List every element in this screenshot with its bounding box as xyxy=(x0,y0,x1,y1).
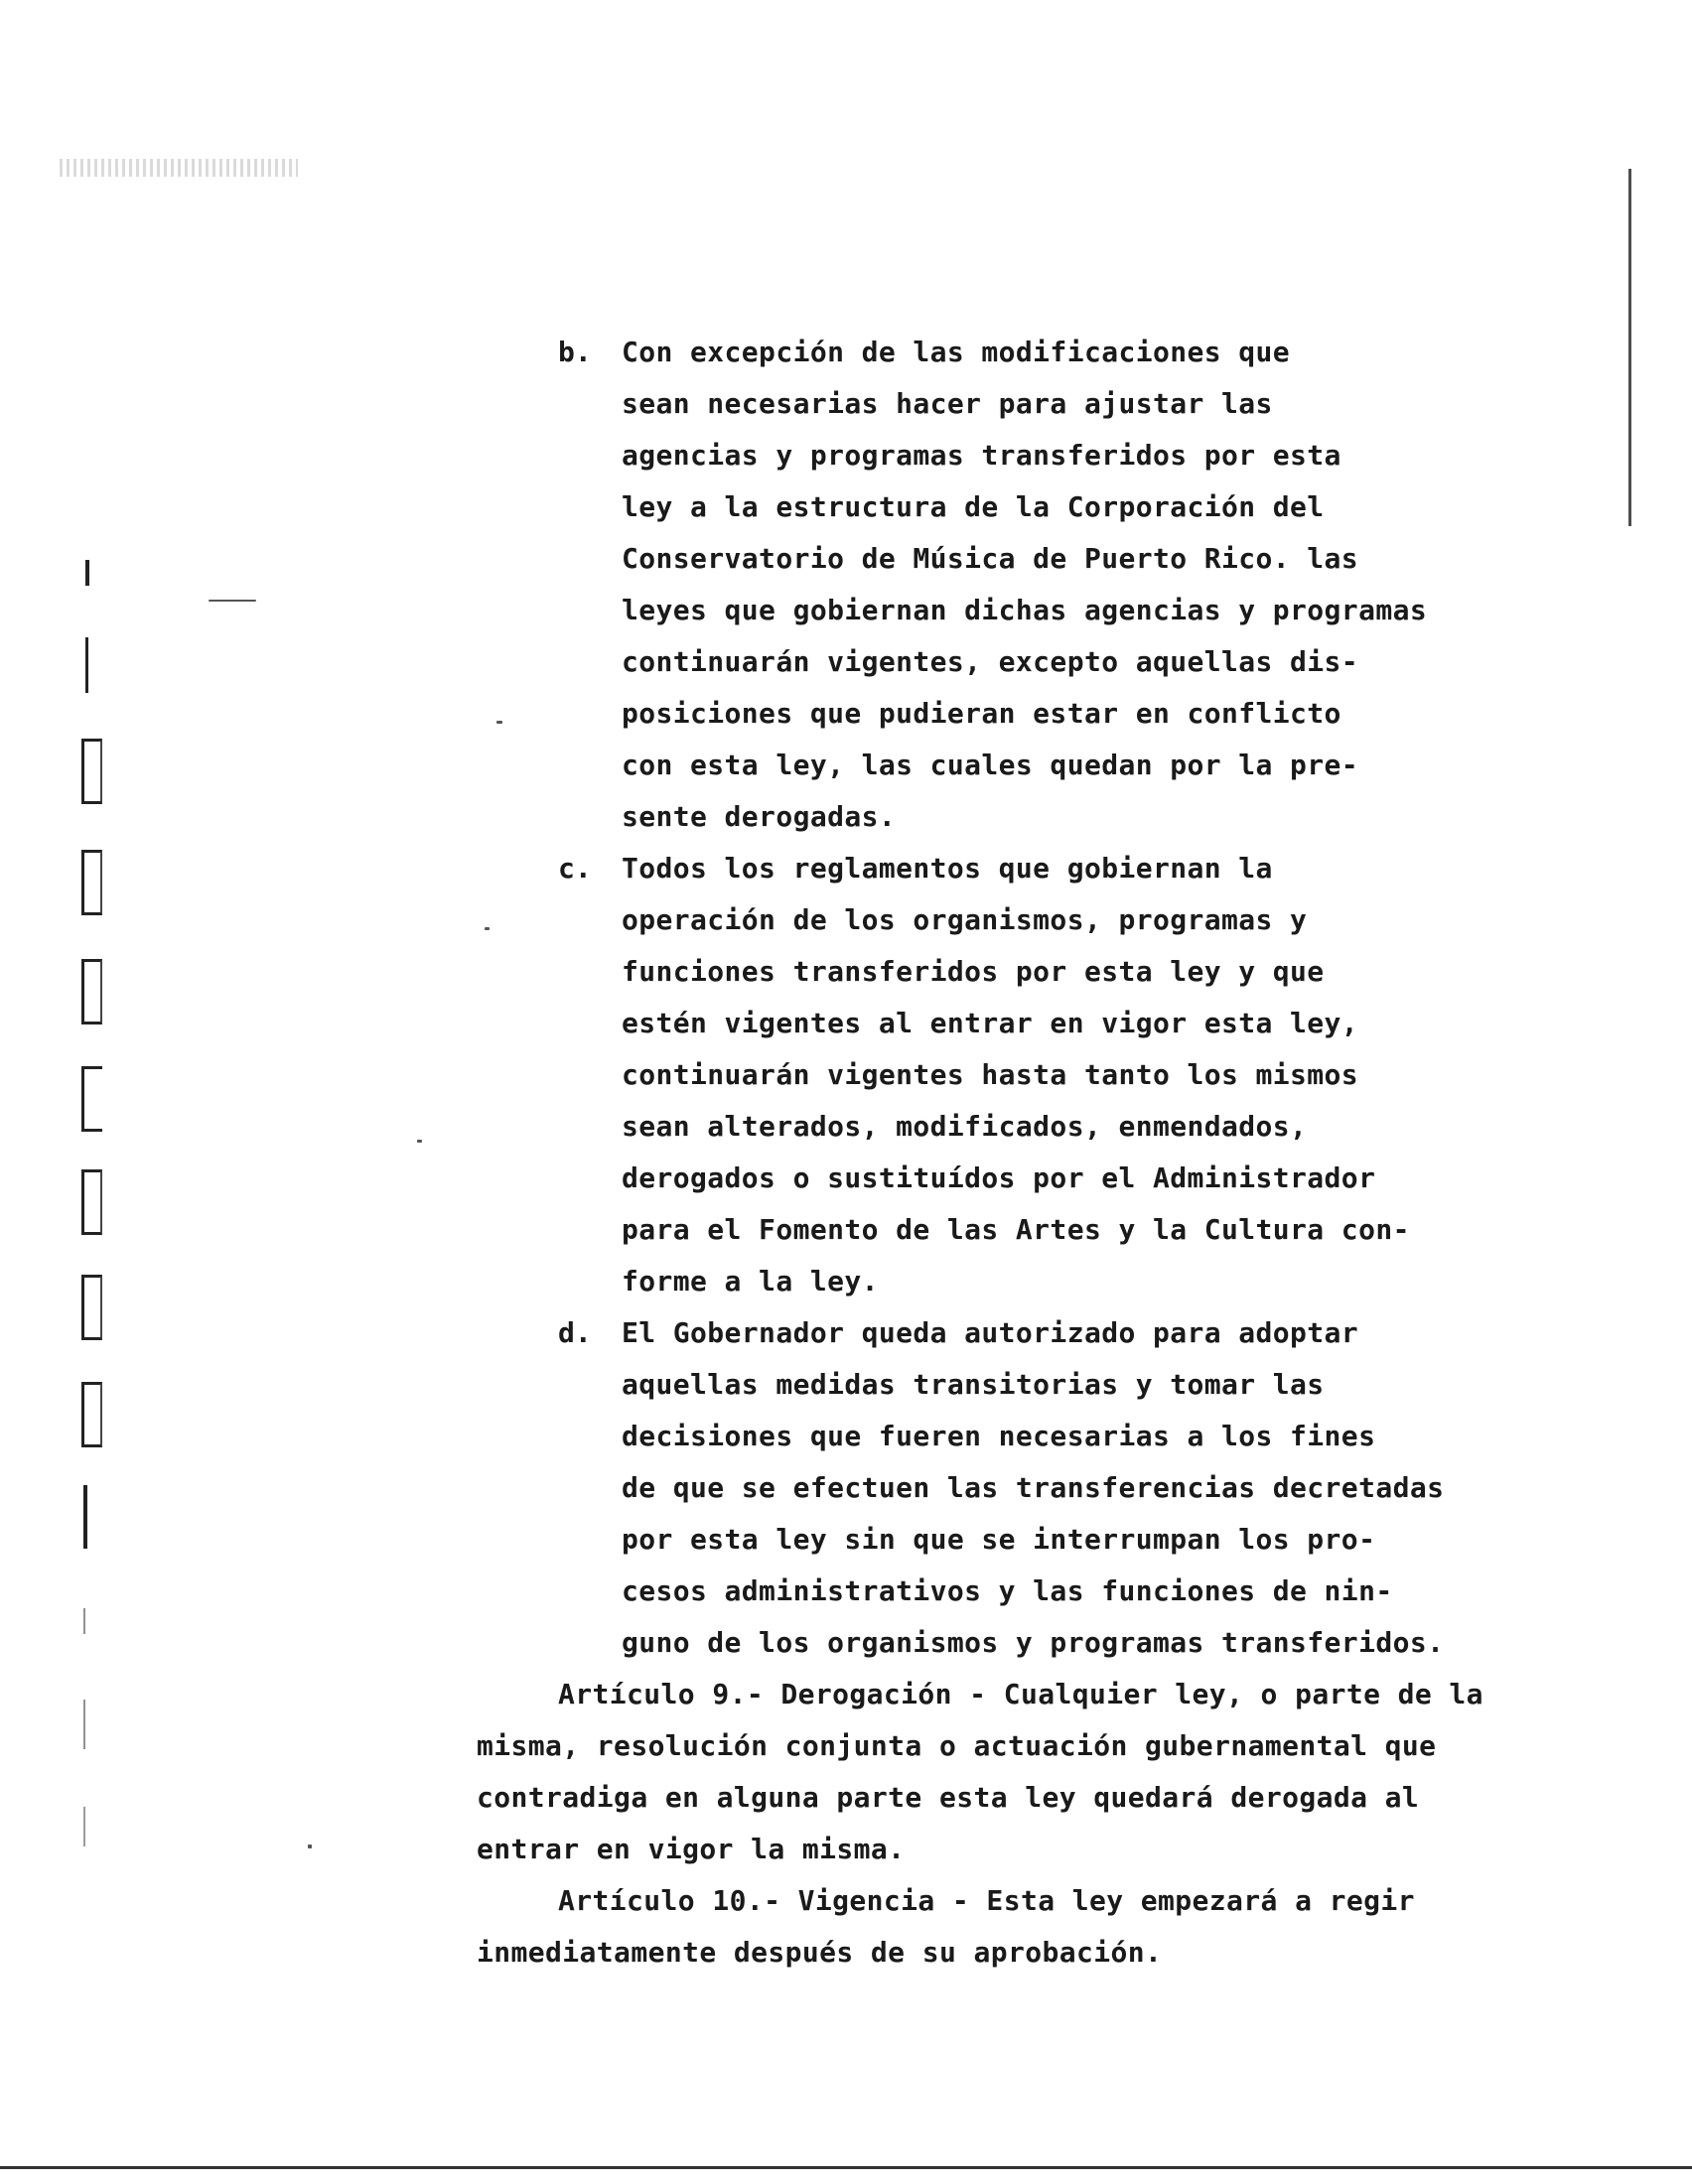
margin-bracket xyxy=(81,739,102,804)
margin-mark xyxy=(83,1608,85,1634)
margin-bracket xyxy=(81,1066,102,1132)
item-b-line: sean necesarias hacer para ajustar las xyxy=(622,387,1273,420)
item-d-line: decisiones que fueren necesarias a los fines xyxy=(622,1420,1376,1452)
item-b-line: continuarán vigentes, excepto aquellas dis- xyxy=(622,645,1359,678)
article-9-line: Artículo 9.- Derogación - Cualquier ley, o parte de la xyxy=(558,1678,1483,1710)
item-d-line: El Gobernador queda autorizado para adoptar xyxy=(622,1316,1359,1349)
item-c-line: funciones transferidos por esta ley y que xyxy=(622,955,1325,988)
item-c-line: continuarán vigentes hasta tanto los mismos xyxy=(622,1058,1359,1091)
bottom-rule xyxy=(0,2166,1692,2169)
item-d-line: por esta ley sin que se interrumpan los pro- xyxy=(622,1523,1376,1556)
margin-bracket xyxy=(81,1382,102,1447)
item-b-line: Con excepción de las modificaciones que xyxy=(622,336,1291,368)
speck xyxy=(496,721,502,724)
margin-bracket xyxy=(81,850,102,915)
item-d-line: de que se efectuen las transferencias decretadas xyxy=(622,1471,1445,1504)
article-10-line: inmediatamente después de su aprobación. xyxy=(477,1936,1163,1969)
item-b-line: Conservatorio de Música de Puerto Rico. las xyxy=(622,542,1359,575)
item-d-line: cesos administrativos y las funciones de nin- xyxy=(622,1574,1393,1607)
speck xyxy=(417,1140,422,1143)
speck xyxy=(308,1844,312,1848)
item-b-line: leyes que gobiernan dichas agencias y programas xyxy=(622,594,1428,626)
margin-mark xyxy=(85,560,89,586)
margin-bracket xyxy=(81,1169,102,1235)
item-c-line: Todos los reglamentos que gobiernan la xyxy=(622,852,1273,885)
margin-mark xyxy=(85,637,88,693)
item-c-line: para el Fomento de las Artes y la Cultura con- xyxy=(622,1213,1410,1246)
item-b-line: agencias y programas transferidos por esta xyxy=(622,439,1341,472)
right-edge-mark xyxy=(1628,169,1631,526)
article-9-line: entrar en vigor la misma. xyxy=(477,1833,906,1865)
item-b-line: posiciones que pudieran estar en conflicto xyxy=(622,697,1341,730)
item-b-marker: b. xyxy=(558,336,592,368)
speck xyxy=(209,600,256,602)
margin-mark xyxy=(83,1485,87,1549)
margin-mark xyxy=(83,1807,85,1846)
speck xyxy=(485,927,490,930)
item-b-line: sente derogadas. xyxy=(622,800,897,833)
item-d-line: guno de los organismos y programas transferidos. xyxy=(622,1626,1445,1659)
item-b-line: con esta ley, las cuales quedan por la pre- xyxy=(622,749,1359,781)
article-9-line: contradiga en alguna parte esta ley quedará derogada al xyxy=(477,1781,1420,1814)
item-c-line: forme a la ley. xyxy=(622,1265,879,1297)
article-10-line: Artículo 10.- Vigencia - Esta ley empezará a regir xyxy=(558,1884,1415,1917)
item-c-line: estén vigentes al entrar en vigor esta ley, xyxy=(622,1007,1359,1039)
item-d-line: aquellas medidas transitorias y tomar las xyxy=(622,1368,1325,1401)
item-c-line: operación de los organismos, programas y xyxy=(622,903,1308,936)
item-d-marker: d. xyxy=(558,1316,592,1349)
header-smudge xyxy=(60,159,298,177)
margin-bracket xyxy=(81,1275,102,1340)
item-c-marker: c. xyxy=(558,852,592,885)
margin-mark xyxy=(83,1700,85,1749)
item-c-line: sean alterados, modificados, enmendados, xyxy=(622,1110,1308,1143)
article-9-line: misma, resolución conjunta o actuación gubernamental que xyxy=(477,1729,1437,1762)
item-c-line: derogados o sustituídos por el Administrador xyxy=(622,1161,1376,1194)
item-b-line: ley a la estructura de la Corporación del xyxy=(622,490,1325,523)
margin-bracket xyxy=(81,959,102,1024)
